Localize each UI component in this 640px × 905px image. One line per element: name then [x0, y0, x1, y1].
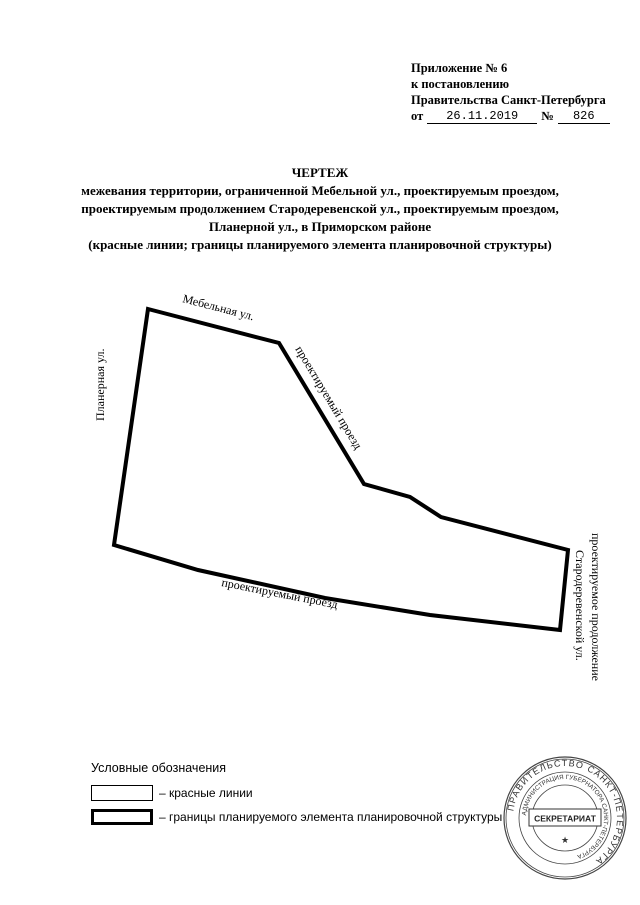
- heading-title: ЧЕРТЕЖ: [291, 165, 349, 180]
- legend-item-label: – границы планируемого элемента планировочной структуры: [159, 810, 503, 824]
- legend: [91, 761, 502, 833]
- red-line-boundary: [114, 309, 568, 630]
- number-prefix: №: [541, 109, 554, 123]
- legend-item-boundaries: [91, 809, 502, 825]
- planning-element-boundary: [114, 309, 568, 630]
- label-planernaya: Планерная ул.: [93, 348, 107, 421]
- legend-item-label: – красные линии: [159, 786, 253, 800]
- legend-title: Условные обозначения: [91, 761, 227, 775]
- thin-line-swatch: [91, 785, 153, 801]
- heading-line-4: (красные линии; границы планируемого элемента планировочной структуры): [88, 237, 552, 252]
- official-seal: [502, 755, 628, 881]
- annex-line-2: к постановлению: [411, 77, 510, 91]
- star-icon: ★: [560, 836, 570, 846]
- heading-line-2: проектируемым продолжением Стародеревенской ул., проектируемым проездом,: [81, 201, 559, 216]
- label-mebelnaya: Мебельная ул.: [181, 291, 256, 324]
- seal-center-text: СЕКРЕТАРИАТ: [534, 813, 596, 824]
- resolution-date: 26.11.2019: [427, 109, 537, 124]
- thick-line-swatch: [91, 809, 153, 825]
- label-starod-line-1: проектируемое продолжение: [589, 533, 603, 681]
- label-proezd-south: проектируемый проезд: [220, 575, 339, 612]
- resolution-number: 826: [558, 109, 610, 124]
- annex-title: Приложение № 6: [411, 61, 508, 75]
- date-prefix: от: [411, 109, 424, 123]
- heading-line-1: межевания территории, ограниченной Мебельной ул., проектируемым проездом,: [81, 183, 559, 198]
- seal-outer-text: ПРАВИТЕЛЬСТВО САНКТ-ПЕТЕРБУРГА: [505, 757, 626, 868]
- seal-inner-text: АДМИНИСТРАЦИЯ ГУБЕРНАТОРА САНКТ-ПЕТЕРБУРГА: [521, 773, 610, 860]
- label-proezd-east: проектируемый проезд: [292, 343, 366, 452]
- annex-line-3: Правительства Санкт-Петербурга: [411, 93, 606, 107]
- legend-item-red-lines: [91, 785, 502, 801]
- heading-line-3: Планерной ул., в Приморском районе: [208, 219, 432, 234]
- label-starod-line-2: Стародеревенской ул.: [573, 550, 587, 661]
